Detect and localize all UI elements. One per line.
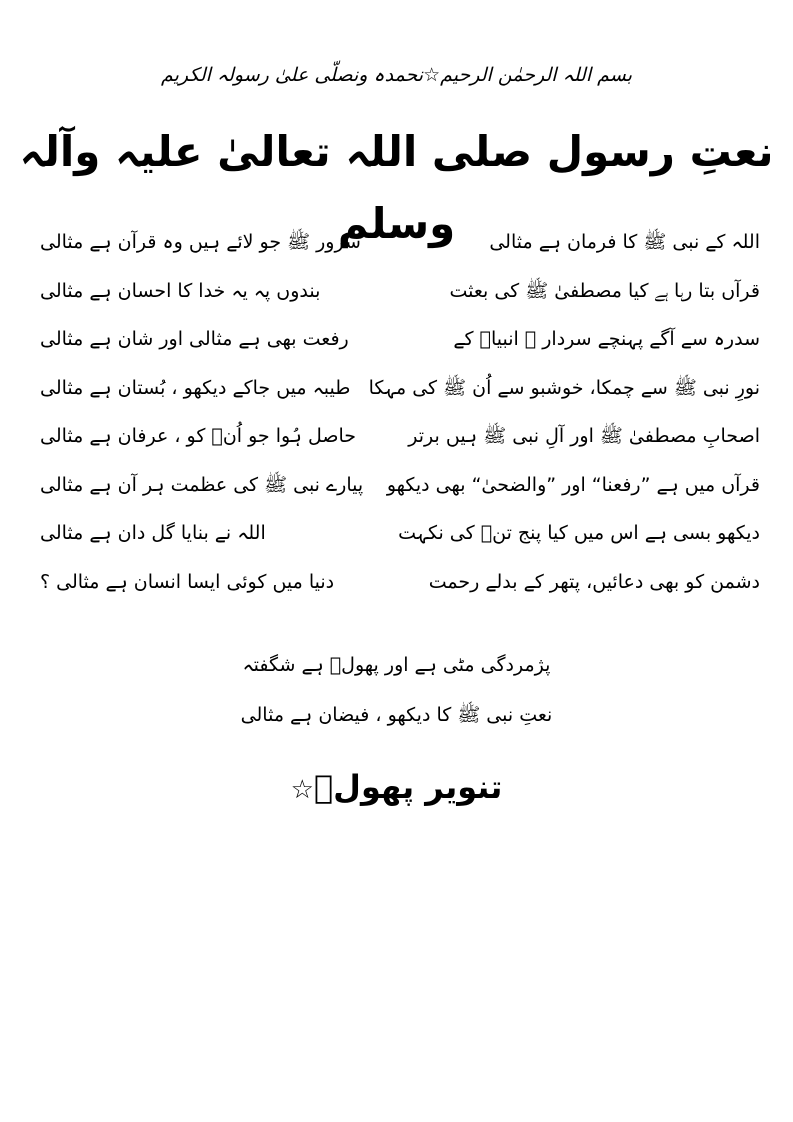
couplet-line-first: دشمن کو بھی دعائیں، پتھر کے بدلے رحمت xyxy=(428,570,760,593)
couplet-line-first: اللہ کے نبی ﷺ کا فرمان ہے مثالی xyxy=(489,231,760,254)
closing-line-first: پژمردگی مٹی ہے اور پھولؔ ہے شگفتہ xyxy=(242,654,551,676)
star-icon: ☆ xyxy=(290,775,314,805)
couplet-line-second: دنیا میں کوئی ایسا انسان ہے مثالی ؟ xyxy=(40,570,335,593)
couplet xyxy=(40,412,760,461)
couplet-line-second: طیبہ میں جاکے دیکھو ، بُستان ہے مثالی xyxy=(40,376,351,399)
couplet-line-second: بندوں پہ یہ خدا کا احسان ہے مثالی xyxy=(40,279,321,302)
couplet-line-first: اصحابِ مصطفیٰ ﷺ اور آلِ نبی ﷺ ہیں برتر xyxy=(408,425,760,448)
couplet-line-second: رفعت بھی ہے مثالی اور شان ہے مثالی xyxy=(40,328,349,351)
couplet xyxy=(40,315,760,364)
couplet-line-second: حاصل ہُوا جو اُنؓ کو ، عرفان ہے مثالی xyxy=(40,425,357,448)
closing-couplet xyxy=(0,640,793,740)
couplet-line-first: نورِ نبی ﷺ سے چمکا، خوشبو سے اُن ﷺ کی مہکا xyxy=(368,376,760,399)
poet-name: تنویر پھولؔ xyxy=(313,768,503,806)
couplet xyxy=(40,461,760,510)
verse-block xyxy=(40,218,760,606)
couplet xyxy=(40,364,760,413)
couplet-line-first: قرآں بتا رہا ہے کیا مصطفیٰ ﷺ کی بعثت xyxy=(449,279,760,302)
couplet xyxy=(40,267,760,316)
couplet xyxy=(40,558,760,607)
closing-line-second: نعتِ نبی ﷺ کا دیکھو ، فیضان ہے مثالی xyxy=(240,704,553,726)
couplet-line-second: اللہ نے بنایا گل دان ہے مثالی xyxy=(40,522,266,545)
bismillah-header: بسم اللہ الرحمٰن الرحیم☆نحمدہ ونصلّی علیٰ رسولہ الکریم xyxy=(160,64,633,86)
couplet-line-second: سرور ﷺ جو لائے ہیں وہ قرآن ہے مثالی xyxy=(40,231,361,254)
page-title: نعتِ رسول صلی اللہ تعالیٰ علیہ وآلہ وسلم xyxy=(19,127,774,248)
couplet-line-first: سدرہ سے آگے پہنچے سردار ﷺ انبیاؑ کے xyxy=(453,328,760,351)
couplet-line-first: دیکھو بسی ہے اس میں کیا پنج تنؑ کی نکہت xyxy=(398,522,760,545)
poet-signature xyxy=(0,752,793,825)
couplet-line-first: قرآں میں ہے ”رفعنا“ اور ”والضحیٰ“ بھی دیکھو xyxy=(386,473,760,496)
couplet xyxy=(40,509,760,558)
couplet-line-second: پیارے نبی ﷺ کی عظمت ہر آن ہے مثالی xyxy=(40,473,364,496)
couplet xyxy=(40,218,760,267)
